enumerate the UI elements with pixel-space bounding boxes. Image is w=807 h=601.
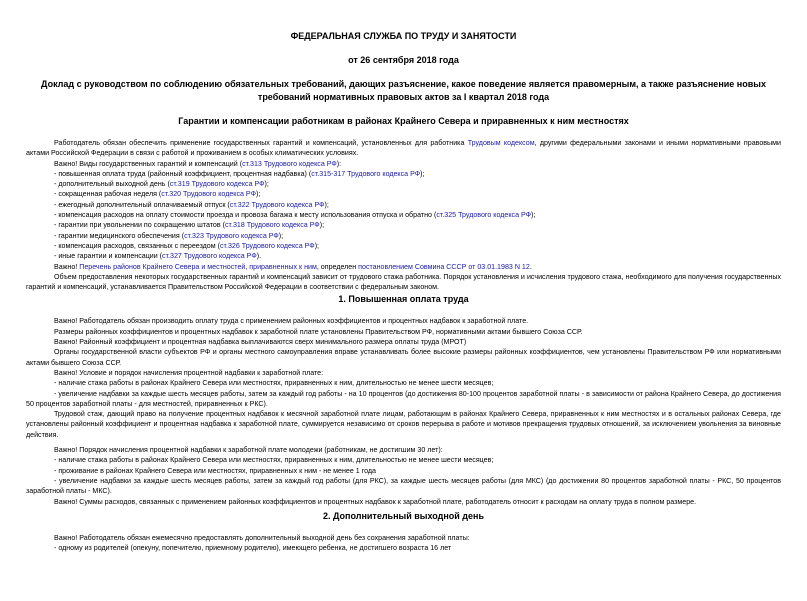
paragraph: - увеличение надбавки за каждые шесть месяцев работы, затем за каждый год работы - на 10 процентов (до достижения 80-100 процентов заработной платы - в зависимости от района Крайнего Севера, до достижения 50 процентов заработной платы - для местностей, приравненных к РКС). [26, 389, 781, 408]
article-link[interactable]: ст.318 Трудового кодекса РФ [224, 221, 320, 230]
regions-text-end: . [529, 262, 532, 271]
regions-list-paragraph [26, 262, 781, 272]
stazh-paragraph: Объем предоставления некоторых государственных гарантий и компенсаций зависит от трудового стажа работника. Порядок установления и исчисления трудового стажа, необходимого для получения государственных гарантий и компенсаций, устанавливается Правительством Российской Федерации в соответствии с федеральным законом. [26, 272, 781, 292]
article-link[interactable]: ст.325 Трудового кодекса РФ [436, 211, 532, 220]
intro-text-end: , другими федеральными законами и иными нормативными правовыми актами Российской Федерации в связи с работой и проживанием в особых климатических условиях. [26, 139, 781, 158]
paragraph: Органы государственной власти субъектов РФ и органы местного самоуправления вправе устанавливать более высокие размеры районных коэффициентов, чем установлены Правительством РФ или нормативными актами бывшего Союза ССР. [26, 348, 781, 367]
list-item-text: - повышенная оплата труда (районный коэффициент, процентная надбавка) ( [54, 169, 312, 178]
paragraph: Важно! Суммы расходов, связанных с применением районных коэффициентов и процентных надбавок к заработной плате, работодатель относит к расходам на оплату труда в полном размере. [54, 497, 697, 506]
list-item-end: ); [319, 221, 325, 230]
section-1-title: 1. Повышенная оплата труда [338, 294, 469, 305]
article-link[interactable]: ст.315-317 Трудового кодекса РФ [311, 169, 421, 178]
list-item [26, 179, 781, 189]
list-item [26, 251, 781, 261]
list-item-end: ). [256, 252, 262, 261]
regions-text-mid: , определен [316, 262, 359, 271]
paragraph: Важно! Порядок начисления процентной надбавки к заработной плате молодежи (работникам, не достигшим 30 лет): [54, 446, 443, 455]
guarantee-kinds-paragraph [26, 159, 781, 169]
list-item-end: ); [264, 180, 269, 189]
paragraph: Важно! Работодатель обязан производить оплату труда с применением районных коэффициентов и процентных надбавок к заработной плате. [54, 317, 529, 326]
article-link[interactable]: ст.327 Трудового кодекса РФ [162, 252, 257, 261]
list-item [26, 200, 781, 210]
list-item-text: - компенсация расходов на оплату стоимости проезда и провоза багажа к месту использования отпуска и обратно ( [54, 211, 437, 220]
list-item [26, 189, 781, 199]
list-item [26, 210, 781, 220]
list-item-text: - ежегодный дополнительный оплачиваемый отпуск ( [54, 200, 230, 209]
list-item-end: ); [324, 200, 329, 209]
list-item-end: ); [420, 169, 425, 178]
list-item-text: - гарантии при увольнении по сокращению штатов ( [54, 221, 225, 230]
list-item-end: ); [278, 231, 284, 240]
intro-paragraph [26, 138, 781, 159]
section-2-title: 2. Дополнительный выходной день [323, 510, 484, 521]
article-link[interactable]: ст.320 Трудового кодекса РФ [161, 190, 256, 199]
article-313-link[interactable]: ст.313 Трудового кодекса РФ [242, 159, 337, 168]
paragraph: - проживание в районах Крайнего Севера или местностях, приравненных к ним - не менее 1 года [54, 466, 376, 475]
list-item-end: ); [531, 211, 536, 220]
article-link[interactable]: ст.326 Трудового кодекса РФ [219, 241, 315, 250]
list-item-text: - гарантии медицинского обеспечения ( [54, 231, 185, 240]
document-page [0, 30, 807, 553]
paragraph: - увеличение надбавки за каждые шесть месяцев работы, затем за каждый год работы (для РКС), за каждые шесть месяцев работы (для МКС) (до достижении 80 процентов заработной платы - РКС, 50 процентов заработной платы - МКС). [26, 476, 781, 496]
guarantee-kinds-text: Важно! Виды государственных гарантий и компенсаций ( [54, 159, 243, 168]
date-heading: от 26 сентября 2018 года [348, 55, 459, 65]
list-item-end: ); [255, 190, 261, 199]
list-item-text: - иные гарантии и компенсации ( [54, 252, 163, 261]
paragraph: Важно! Работодатель обязан ежемесячно предоставлять дополнительный выходной день без сохранения заработной платы: [54, 533, 470, 542]
guarantee-kinds-end: ): [336, 159, 342, 168]
list-item [26, 241, 781, 251]
list-item-text: - дополнительный выходной день ( [54, 180, 170, 189]
list-item [26, 169, 781, 179]
list-item-text: - компенсация расходов, связанных с переездом ( [54, 241, 220, 250]
regions-text: Важно! [54, 262, 80, 271]
document-title: Доклад с руководством по соблюдению обязательных требований, дающих разъяснение, какое поведение является правомерным, а также разъяснение новых требований нормативных правовых актов за I квартал 2018 года [41, 79, 766, 102]
list-item [26, 220, 781, 230]
paragraph: - наличие стажа работы в районах Крайнего Севера или местностях, приравненных к ним, длительностью не менее шести месяцев; [54, 379, 494, 388]
labor-code-link[interactable]: Трудовым кодексом [467, 139, 535, 147]
regions-list-link[interactable]: Перечень районов Крайнего Севера и местностей, приравненных к ним [79, 262, 317, 271]
article-link[interactable]: ст.319 Трудового кодекса РФ [169, 180, 265, 189]
list-item-text: - сокращенная рабочая неделя ( [54, 190, 162, 199]
paragraph: - наличие стажа работы в районах Крайнего Севера или местностях, приравненных к ним, длительностью не менее шести месяцев; [54, 456, 494, 465]
agency-heading: ФЕДЕРАЛЬНАЯ СЛУЖБА ПО ТРУДУ И ЗАНЯТОСТИ [290, 31, 517, 41]
paragraph: Важно! Районный коэффициент и процентная надбавка выплачиваются сверх минимального размера оплаты труда (МРОТ) [54, 338, 467, 347]
intro-text: Работодатель обязан обеспечить применение государственных гарантий и компенсаций, установленных для работника [54, 139, 468, 147]
paragraph: Размеры районных коэффициентов и процентных надбавок к заработной плате установлены Правительством РФ, нормативными актами бывшего Союза ССР. [54, 327, 583, 336]
article-link[interactable]: ст.322 Трудового кодекса РФ [229, 200, 325, 209]
resolution-link[interactable]: постановлением Совмина СССР от 03.01.1983 N 12 [358, 262, 530, 271]
paragraph: Важно! Условие и порядок начисления процентной надбавки к заработной плате: [54, 368, 324, 377]
paragraph: - одному из родителей (опекуну, попечителю, приемному родителю), имеющего ребенка, не достигшего возраста 16 лет [54, 544, 452, 553]
paragraph: Трудовой стаж, дающий право на получение процентных надбавок к месячной заработной плате лицам, работающим в районах Крайнего Севера, приравненных к ним местностях и в остальных районах Севера, где установлены районный коэффициент и процентная надбавка к заработной плате, суммируется независимо от сроков перерыва в работе и мотивов прекращения трудовых отношений, за исключением увольнения за виновные действия. [26, 410, 781, 439]
document-subtitle: Гарантии и компенсации работникам в районах Крайнего Севера и приравненных к ним местностях [178, 116, 629, 126]
list-item [26, 231, 781, 241]
article-link[interactable]: ст.323 Трудового кодекса РФ [184, 231, 279, 240]
list-item-end: ); [314, 241, 320, 250]
document-body [26, 138, 781, 553]
